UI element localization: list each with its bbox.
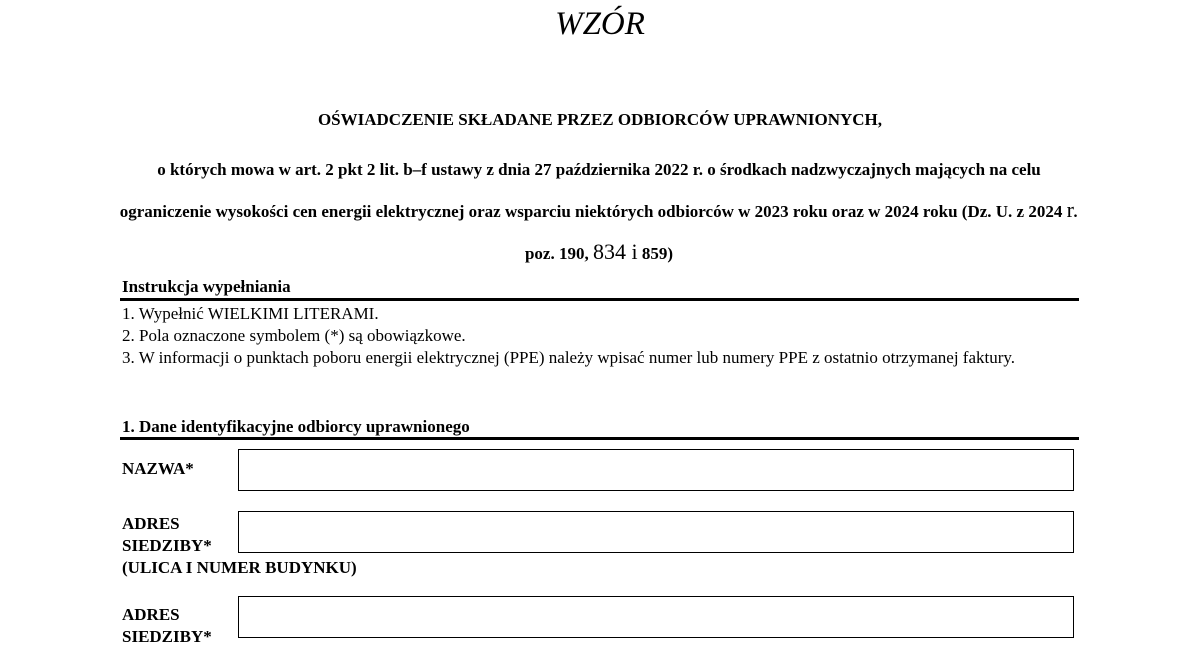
subheading-834: 834: [592, 239, 626, 264]
adres-siedziby-label: [122, 604, 212, 648]
adres-siedziby-field[interactable]: [238, 596, 1074, 638]
adres-siedziby-label-line2: SIEDZIBY*: [122, 627, 212, 646]
adres-siedziby-street-label-line3: (ULICA I NUMER BUDYNKU): [122, 558, 357, 577]
adres-siedziby-label-line1: ADRES: [122, 605, 180, 624]
adres-siedziby-street-field[interactable]: [238, 511, 1074, 553]
subheading-poz: poz. 190,: [524, 244, 593, 263]
document-subheading: [110, 150, 1088, 274]
document-heading: OŚWIADCZENIE SKŁADANE PRZEZ ODBIORCÓW UPRAWNIONYCH,: [317, 110, 883, 129]
instruction-item: 1. Wypełnić WIELKIMI LITERAMI.: [122, 304, 379, 323]
document-title: WZÓR: [555, 6, 645, 42]
instructions-title: Instrukcja wypełniania: [122, 277, 291, 296]
adres-siedziby-street-label-line2: SIEDZIBY*: [122, 536, 212, 555]
instruction-item: 2. Pola oznaczone symbolem (*) są obowiązkowe.: [122, 326, 466, 345]
instructions-list: [122, 303, 1072, 369]
subheading-r: r.: [1066, 197, 1079, 222]
section1-divider: [120, 437, 1079, 440]
section1-title: 1. Dane identyfikacyjne odbiorcy uprawnionego: [122, 417, 470, 436]
subheading-i: i: [631, 239, 638, 264]
instruction-item: 3. W informacji o punktach poboru energii elektrycznej (PPE) należy wpisać numer lub numery PPE z ostatnio otrzymanej faktury.: [122, 348, 1016, 367]
instructions-divider: [120, 298, 1079, 301]
adres-siedziby-street-label-line1: ADRES: [122, 514, 180, 533]
subheading-main: o których mowa w art. 2 pkt 2 lit. b–f ustawy z dnia 27 października 2022 r. o środkach nadzwyczajnych mających na celu ograniczenie wysokości cen energii elektrycznej oraz wsparciu niektórych odbiorców w 2023 roku oraz w 2024 roku (Dz. U. z 2024: [119, 160, 1067, 221]
nazwa-field[interactable]: [238, 449, 1074, 491]
subheading-end: 859): [637, 244, 674, 263]
nazwa-label: NAZWA*: [122, 459, 194, 478]
